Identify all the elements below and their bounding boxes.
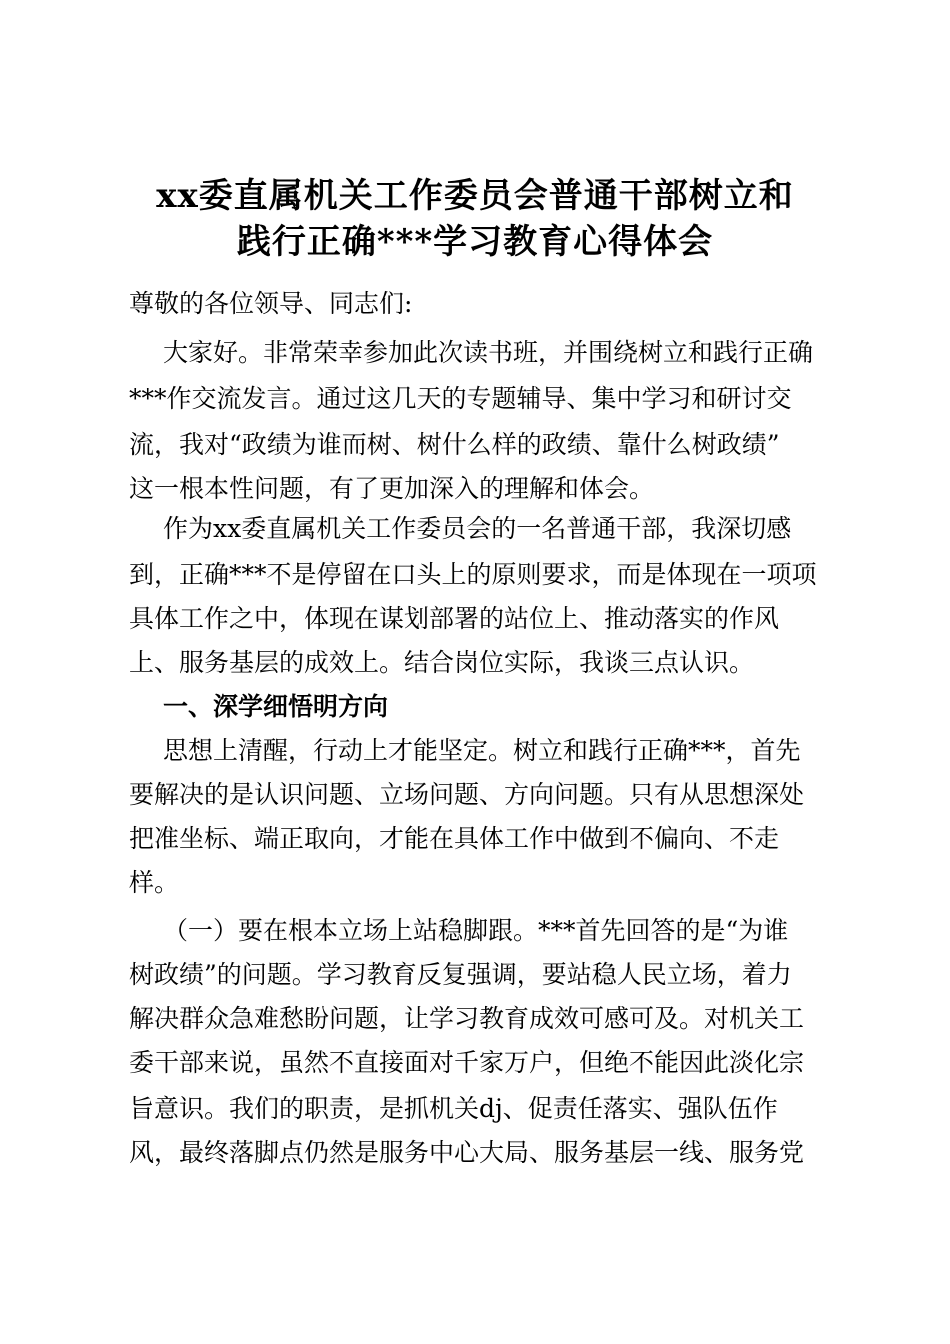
paragraph-4-line-6: 风，最终落脚点仍然是服务中心大局、服务基层一线、服务党 (129, 1138, 805, 1167)
paragraph-2-line-2: 到，正确***不是停留在口头上的原则要求，而是体现在一项项 (129, 560, 817, 589)
paragraph-2-line-1: 作为xx委直属机关工作委员会的一名普通干部，我深切感 (163, 514, 792, 543)
salutation: 尊敬的各位领导、同志们: (129, 289, 413, 318)
section-heading-1: 一、深学细悟明方向 (163, 692, 389, 721)
paragraph-3-line-3: 把准坐标、端正取向，才能在具体工作中做到不偏向、不走 (129, 824, 780, 853)
paragraph-2-line-4: 上、服务基层的成效上。结合岗位实际，我谈三点认识。 (129, 648, 755, 677)
paragraph-3-line-4: 样。 (129, 868, 180, 897)
paragraph-1-line-2: ***作交流发言。通过这几天的专题辅导、集中学习和研讨交 (129, 384, 792, 413)
paragraph-4-line-2: 树政绩”的问题。学习教育反复强调，要站稳人民立场，着力 (129, 960, 792, 989)
paragraph-4-line-4: 委干部来说，虽然不直接面对千家万户，但绝不能因此淡化宗 (129, 1048, 805, 1077)
paragraph-4-line-1: （一）要在根本立场上站稳脚跟。***首先回答的是“为谁 (163, 916, 789, 945)
paragraph-1-line-4: 这一根本性问题，有了更加深入的理解和体会。 (129, 474, 655, 503)
paragraph-1-line-1: 大家好。非常荣幸参加此次读书班，并围绕树立和践行正确 (163, 338, 814, 367)
paragraph-4-line-3: 解决群众急难愁盼问题，让学习教育成效可感可及。对机关工 (129, 1004, 805, 1033)
paragraph-1-line-3: 流，我对“政绩为谁而树、树什么样的政绩、靠什么树政绩” (129, 430, 780, 459)
paragraph-4-line-5: 旨意识。我们的职责，是抓机关dj、促责任落实、强队伍作 (129, 1094, 778, 1123)
paragraph-2-line-3: 具体工作之中，体现在谋划部署的站位上、推动落实的作风 (129, 604, 780, 633)
paragraph-3-line-1: 思想上清醒，行动上才能坚定。树立和践行正确***，首先 (163, 736, 801, 765)
document-title-line-1: xx委直属机关工作委员会普通干部树立和 (156, 176, 794, 216)
document-title-line-2: 践行正确***学习教育心得体会 (236, 222, 714, 262)
paragraph-3-line-2: 要解决的是认识问题、立场问题、方向问题。只有从思想深处 (129, 780, 805, 809)
